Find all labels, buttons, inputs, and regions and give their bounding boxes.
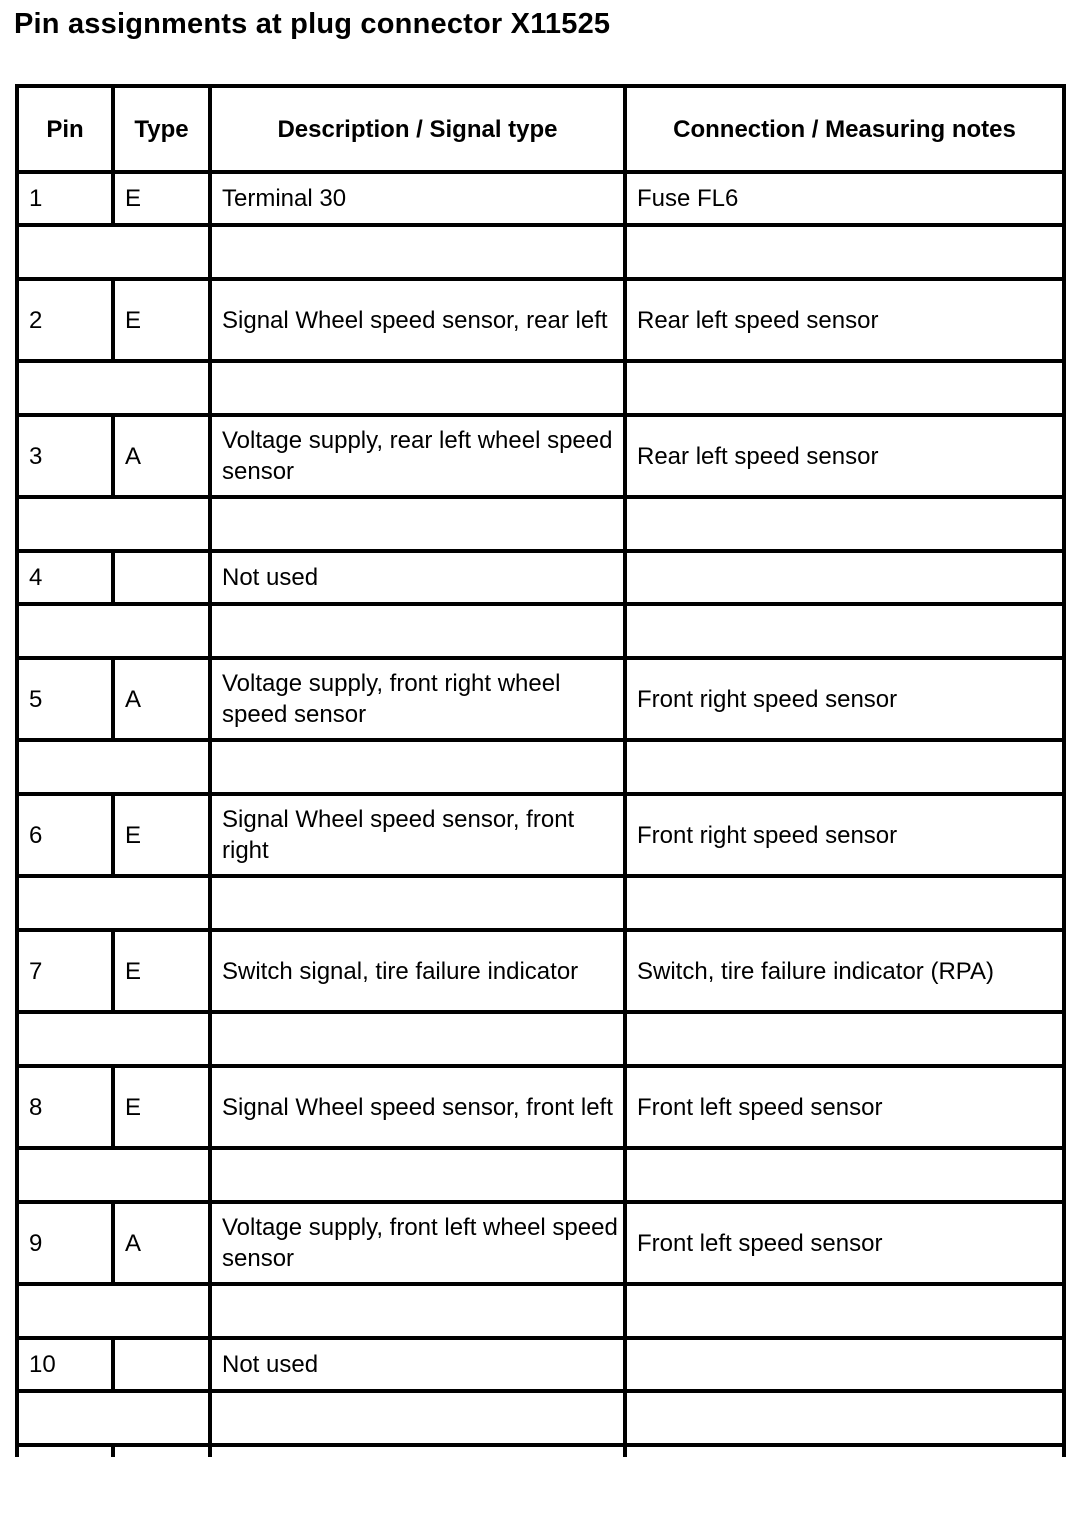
cell-pin: 10 [17, 1338, 113, 1391]
partial-row [17, 1445, 1064, 1457]
table-row [17, 658, 1064, 740]
spacer-cell [210, 876, 625, 930]
spacer-cell [17, 604, 210, 658]
pin-assignment-table [15, 84, 1066, 1457]
spacer-cell [625, 225, 1064, 279]
cell-description: Voltage supply, rear left wheel speed sensor [210, 415, 625, 497]
spacer-cell [625, 1284, 1064, 1338]
cell-connection: Rear left speed sensor [625, 415, 1064, 497]
cell-pin: 3 [17, 415, 113, 497]
spacer-row [17, 1012, 1064, 1066]
spacer-cell [625, 1148, 1064, 1202]
cell-type: A [113, 1202, 210, 1284]
cell-connection: Fuse FL6 [625, 172, 1064, 225]
cell-connection: Front right speed sensor [625, 794, 1064, 876]
header-description: Description / Signal type [210, 86, 625, 172]
spacer-cell [625, 361, 1064, 415]
spacer-cell [210, 1391, 625, 1445]
cell-type [113, 551, 210, 604]
spacer-cell [210, 1148, 625, 1202]
spacer-row [17, 1284, 1064, 1338]
table-row [17, 794, 1064, 876]
spacer-cell [210, 497, 625, 551]
page-title: Pin assignments at plug connector X11525 [14, 8, 611, 40]
cell-connection: Front right speed sensor [625, 658, 1064, 740]
spacer-row [17, 225, 1064, 279]
spacer-cell [625, 1391, 1064, 1445]
cell-type: E [113, 1066, 210, 1148]
spacer-cell [625, 497, 1064, 551]
spacer-cell [625, 876, 1064, 930]
table-row [17, 551, 1064, 604]
cell-pin: 9 [17, 1202, 113, 1284]
spacer-cell [210, 225, 625, 279]
cell-type: A [113, 415, 210, 497]
spacer-row [17, 876, 1064, 930]
partial-cell [210, 1445, 625, 1457]
cell-description: Not used [210, 1338, 625, 1391]
cell-connection: Front left speed sensor [625, 1066, 1064, 1148]
partial-cell [625, 1445, 1064, 1457]
spacer-cell [17, 497, 210, 551]
cell-type: E [113, 794, 210, 876]
spacer-row [17, 740, 1064, 794]
cell-pin: 7 [17, 930, 113, 1012]
spacer-cell [210, 361, 625, 415]
spacer-cell [210, 1012, 625, 1066]
spacer-cell [17, 361, 210, 415]
cell-description: Switch signal, tire failure indicator [210, 930, 625, 1012]
cell-description: Signal Wheel speed sensor, rear left [210, 279, 625, 361]
spacer-cell [17, 740, 210, 794]
cell-type: E [113, 172, 210, 225]
spacer-cell [17, 876, 210, 930]
spacer-row [17, 604, 1064, 658]
spacer-cell [210, 604, 625, 658]
cell-description: Not used [210, 551, 625, 604]
table-row [17, 279, 1064, 361]
cell-connection [625, 551, 1064, 604]
cell-pin: 6 [17, 794, 113, 876]
cell-description: Signal Wheel speed sensor, front right [210, 794, 625, 876]
cell-connection: Rear left speed sensor [625, 279, 1064, 361]
table-row [17, 1202, 1064, 1284]
spacer-row [17, 1148, 1064, 1202]
table-row [17, 930, 1064, 1012]
table-row [17, 1338, 1064, 1391]
spacer-row [17, 1391, 1064, 1445]
table-row [17, 1066, 1064, 1148]
spacer-cell [17, 1391, 210, 1445]
partial-cell [17, 1445, 113, 1457]
cell-type: A [113, 658, 210, 740]
header-type: Type [113, 86, 210, 172]
cell-description: Voltage supply, front right wheel speed sensor [210, 658, 625, 740]
cell-pin: 5 [17, 658, 113, 740]
cell-description: Signal Wheel speed sensor, front left [210, 1066, 625, 1148]
cell-type: E [113, 279, 210, 361]
header-pin: Pin [17, 86, 113, 172]
spacer-cell [17, 1284, 210, 1338]
spacer-cell [625, 604, 1064, 658]
cell-connection: Switch, tire failure indicator (RPA) [625, 930, 1064, 1012]
cell-connection [625, 1338, 1064, 1391]
spacer-cell [625, 740, 1064, 794]
cell-pin: 4 [17, 551, 113, 604]
spacer-cell [17, 225, 210, 279]
table-row [17, 172, 1064, 225]
spacer-cell [210, 1284, 625, 1338]
spacer-cell [17, 1148, 210, 1202]
spacer-cell [625, 1012, 1064, 1066]
spacer-row [17, 361, 1064, 415]
partial-cell [113, 1445, 210, 1457]
cell-type: E [113, 930, 210, 1012]
cell-pin: 1 [17, 172, 113, 225]
cell-connection: Front left speed sensor [625, 1202, 1064, 1284]
spacer-row [17, 497, 1064, 551]
spacer-cell [210, 740, 625, 794]
table-row [17, 415, 1064, 497]
table-header-row [17, 86, 1064, 172]
cell-description: Voltage supply, front left wheel speed sensor [210, 1202, 625, 1284]
header-connection: Connection / Measuring notes [625, 86, 1064, 172]
cell-description: Terminal 30 [210, 172, 625, 225]
cell-type [113, 1338, 210, 1391]
cell-pin: 8 [17, 1066, 113, 1148]
spacer-cell [17, 1012, 210, 1066]
cell-pin: 2 [17, 279, 113, 361]
